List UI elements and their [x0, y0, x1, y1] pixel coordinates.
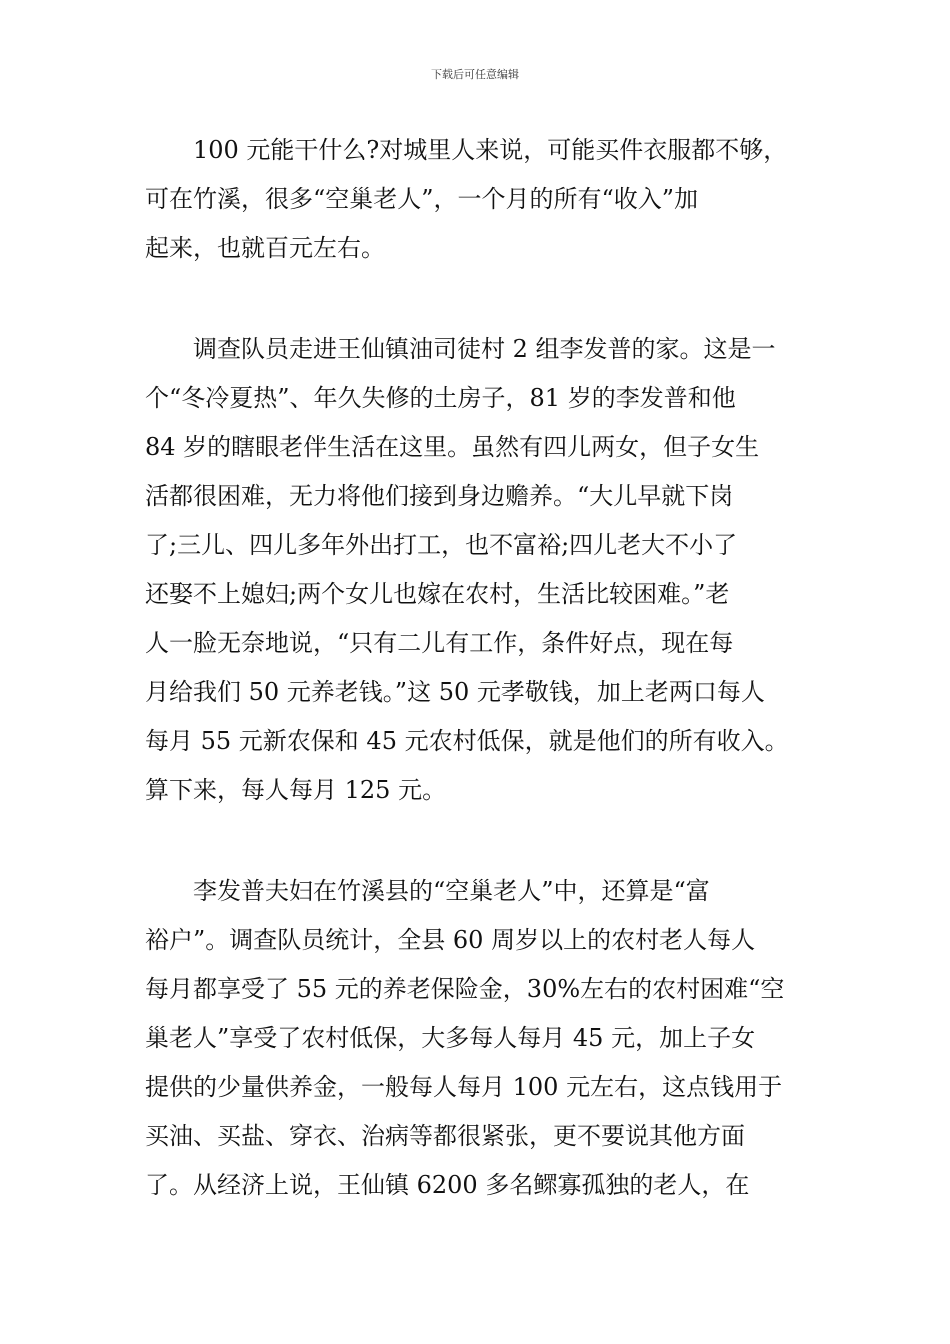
- text-line: 个“冬冷夏热”、年久失修的土房子，81 岁的李发普和他: [145, 384, 736, 412]
- text-line: 巢老人”享受了农村低保，大多每人每月 45 元，加上子女: [145, 1024, 756, 1052]
- text-line: 了;三儿、四儿多年外出打工，也不富裕;四儿老大不小了: [145, 531, 738, 559]
- text-line: 提供的少量供养金，一般每人每月 100 元左右，这点钱用于: [145, 1073, 783, 1101]
- text-line: 算下来，每人每月 125 元。: [145, 776, 447, 804]
- text-line: 人一脸无奈地说，“只有二儿有工作，条件好点，现在每: [145, 629, 734, 657]
- text-line: 可在竹溪，很多“空巢老人”，一个月的所有“收入”加: [145, 185, 699, 213]
- paragraph-1: [145, 126, 807, 273]
- text-line: 月给我们 50 元养老钱。”这 50 元孝敬钱，加上老两口每人: [145, 678, 765, 706]
- text-line: 李发普夫妇在竹溪县的“空巢老人”中，还算是“富: [145, 877, 710, 905]
- document-body: [145, 126, 807, 1262]
- text-line: 了。从经济上说，王仙镇 6200 多名鳏寡孤独的老人，在: [145, 1171, 750, 1199]
- text-line: 还娶不上媳妇;两个女儿也嫁在农村，生活比较困难。”老: [145, 580, 730, 608]
- paragraph-3: [145, 867, 807, 1210]
- text-line: 100 元能干什么?对城里人来说，可能买件衣服都不够，: [145, 136, 788, 164]
- text-line: 每月都享受了 55 元的养老保险金，30%左右的农村困难“空: [145, 975, 785, 1003]
- page-header: 下载后可任意编辑: [431, 68, 519, 81]
- text-line: 起来，也就百元左右。: [145, 234, 385, 262]
- text-line: 调查队员走进王仙镇油司徒村 2 组李发普的家。这是一: [145, 335, 776, 363]
- text-line: 活都很困难，无力将他们接到身边赡养。“大儿早就下岗: [145, 482, 734, 510]
- text-line: 买油、买盐、穿衣、治病等都很紧张，更不要说其他方面: [145, 1122, 745, 1150]
- text-line: 每月 55 元新农保和 45 元农村低保，就是他们的所有收入。: [145, 727, 789, 755]
- text-line: 裕户”。调查队员统计，全县 60 周岁以上的农村老人每人: [145, 926, 756, 954]
- text-line: 84 岁的瞎眼老伴生活在这里。虽然有四儿两女，但子女生: [145, 433, 760, 461]
- paragraph-2: [145, 325, 807, 815]
